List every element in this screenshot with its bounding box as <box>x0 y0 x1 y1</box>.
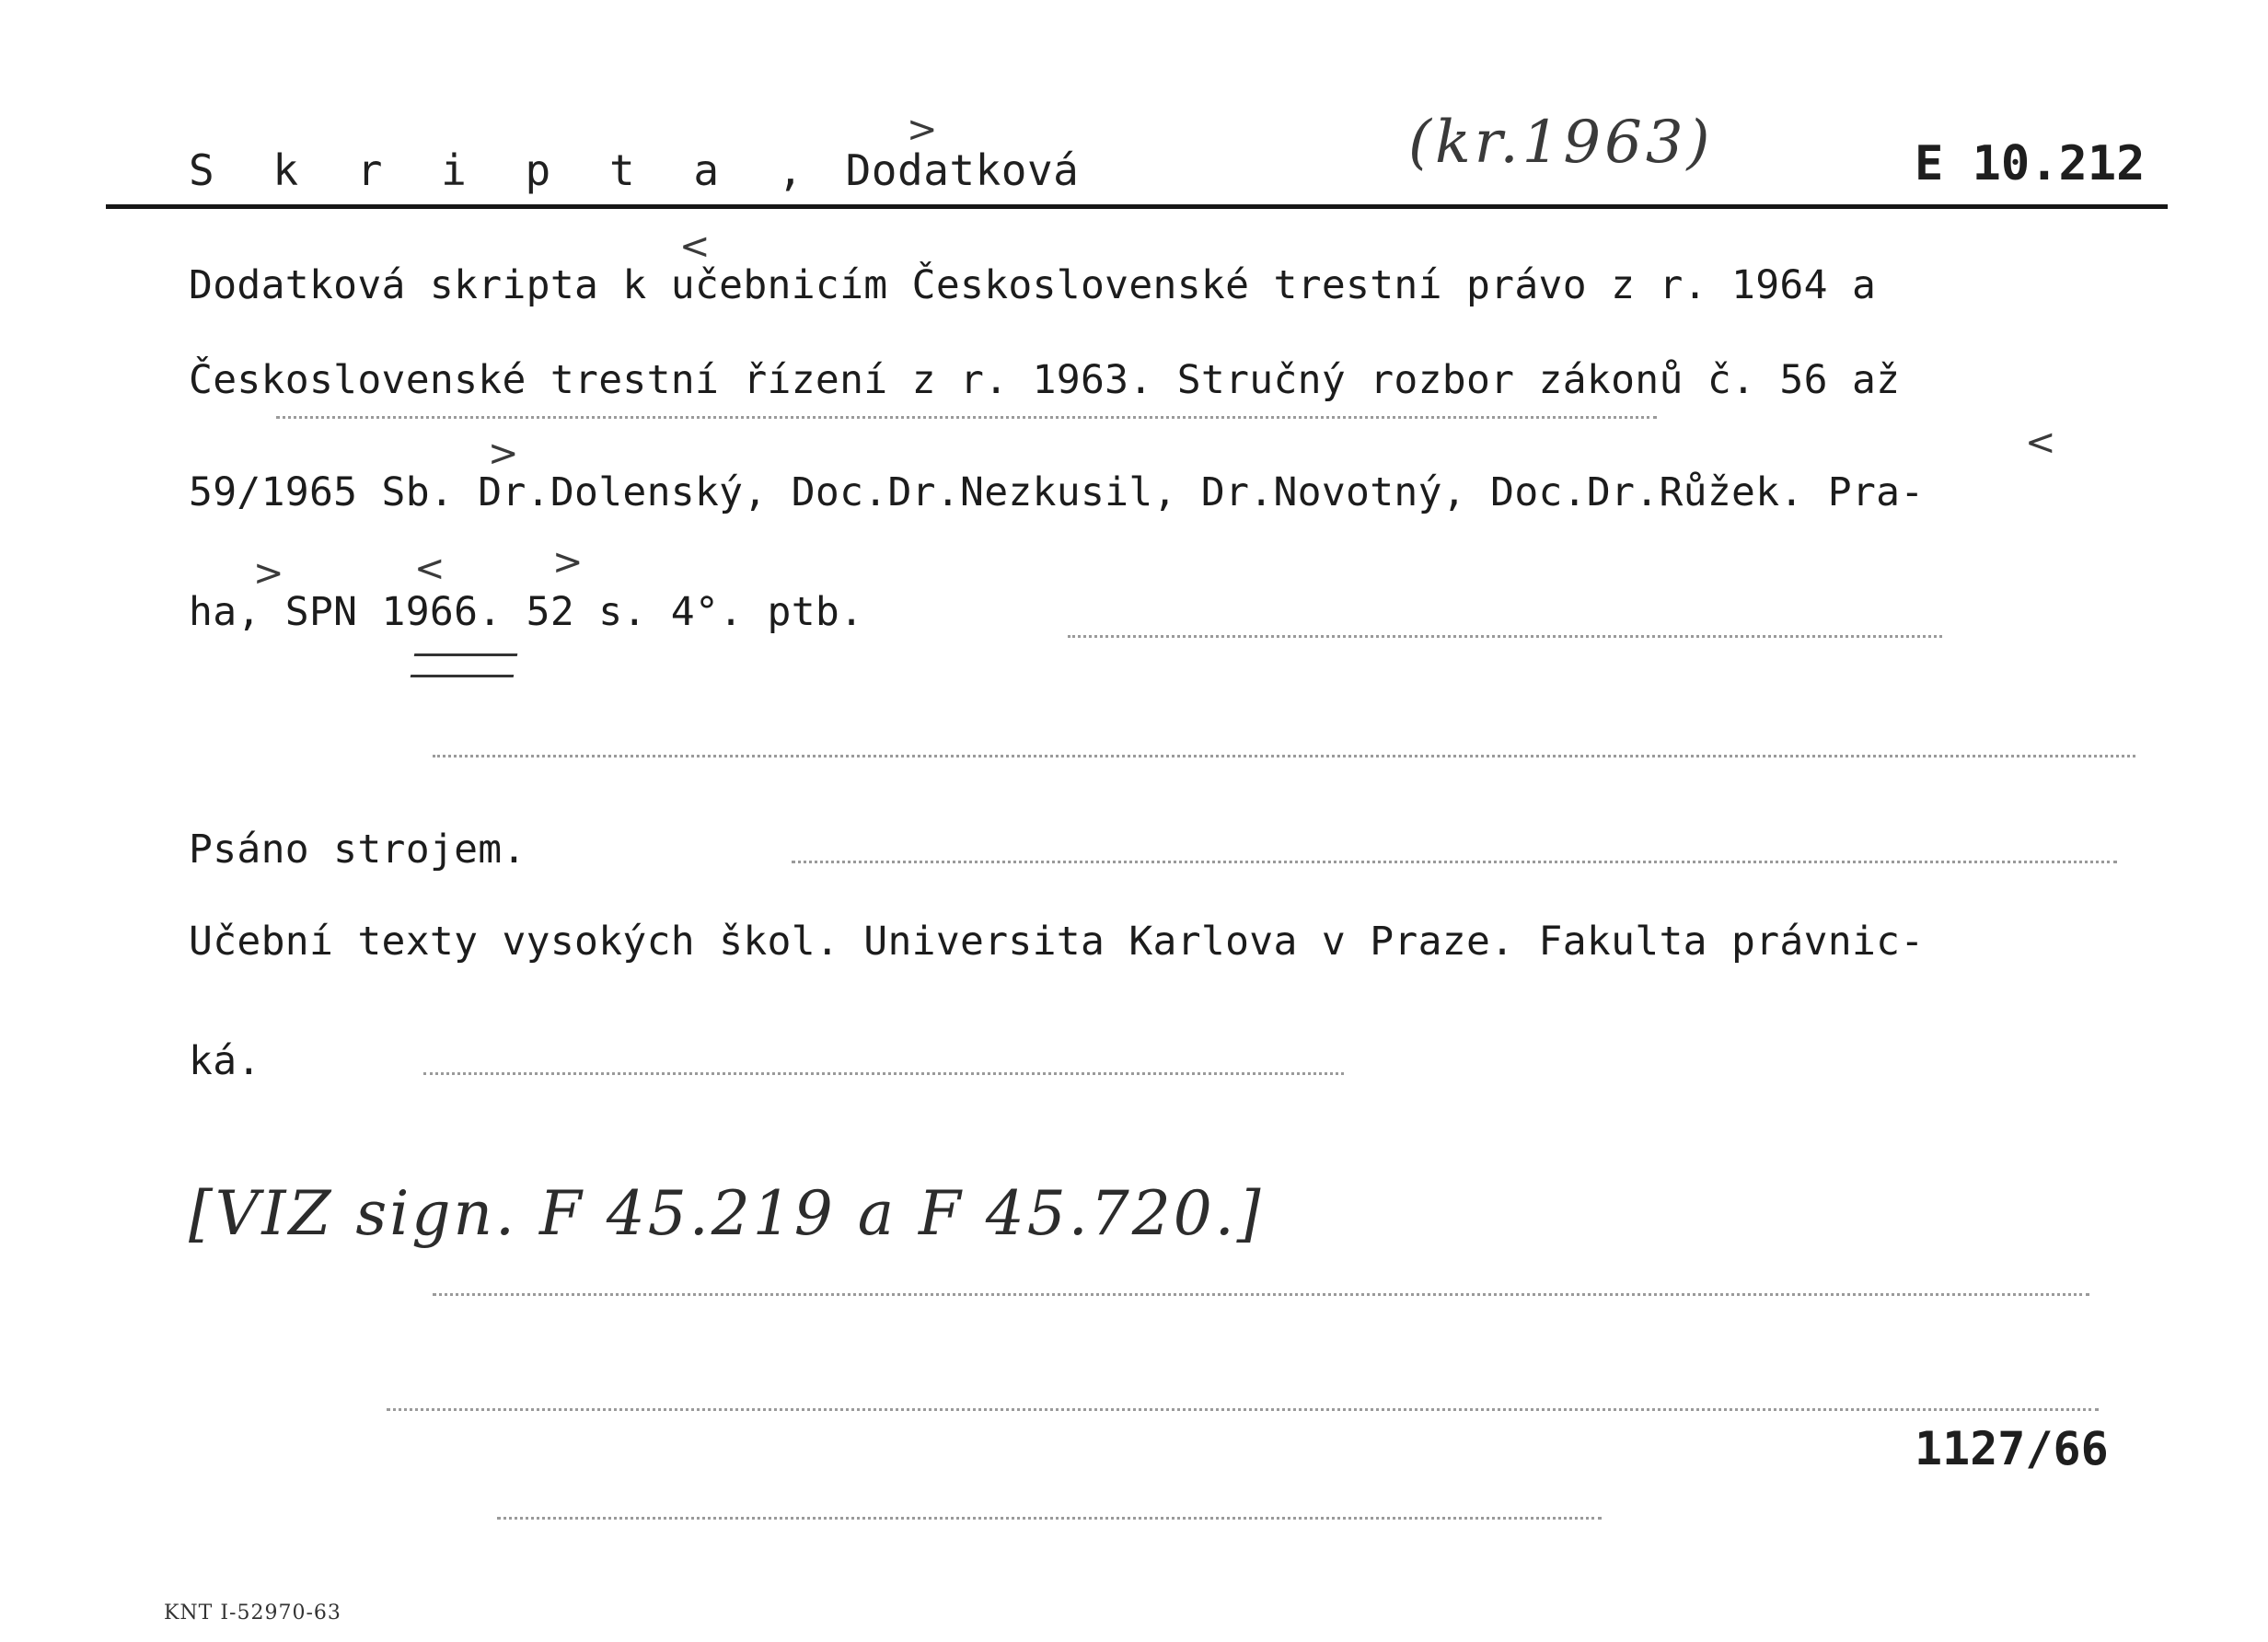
body-line-1: Dodatková skripta k učebnicím Československé trestní právo z r. 1964 a <box>189 262 1877 308</box>
body-line-7: ká. <box>189 1038 261 1084</box>
insertion-mark-icon: < <box>414 548 446 590</box>
body-line-6: Učební texty vysokých škol. Universita Karlova v Praze. Fakulta právnic- <box>189 919 1925 965</box>
form-code: KNT I-52970-63 <box>164 1602 341 1625</box>
body-line-5: Psáno strojem. <box>189 827 526 873</box>
heading-subentry: Dodatková <box>819 145 1080 195</box>
body-line-3: 59/1965 Sb. Dr.Dolenský, Doc.Dr.Nezkusil, Dr.Novotný, Doc.Dr.Růžek. Pra- <box>189 469 1925 515</box>
insertion-mark-icon: > <box>907 109 938 151</box>
handwritten-date: (kr.1963) <box>1408 109 1714 177</box>
insertion-mark-icon: > <box>552 541 584 584</box>
dotted-guide <box>276 416 1657 419</box>
call-number: E 10.212 <box>1915 136 2146 191</box>
heading-main-entry: S k r i p t a , <box>189 145 820 195</box>
card-heading <box>189 145 1079 195</box>
header-divider <box>106 204 2168 209</box>
insertion-mark-icon: > <box>253 552 284 595</box>
insertion-mark-icon: < <box>679 225 711 268</box>
accession-number: 1127/66 <box>1915 1422 2109 1475</box>
insertion-mark-icon: < <box>2025 422 2056 464</box>
dotted-guide <box>423 1072 1344 1075</box>
body-line-2: Československé trestní řízení z r. 1963. Stručný rozbor zákonů č. 56 až <box>189 357 1901 403</box>
dotted-guide <box>1068 635 1942 638</box>
body-line-4: ha, SPN 1966. 52 s. 4°. ptb. <box>189 589 864 635</box>
handwritten-note: [VIZ sign. F 45.219 a F 45.720.] <box>189 1178 1264 1249</box>
dotted-guide <box>433 1293 2089 1296</box>
dotted-guide <box>433 755 2135 757</box>
insertion-mark-icon: > <box>488 433 519 475</box>
dotted-guide <box>792 861 2117 863</box>
year-underline <box>411 653 518 677</box>
dotted-guide <box>387 1408 2099 1411</box>
dotted-guide <box>497 1517 1602 1520</box>
